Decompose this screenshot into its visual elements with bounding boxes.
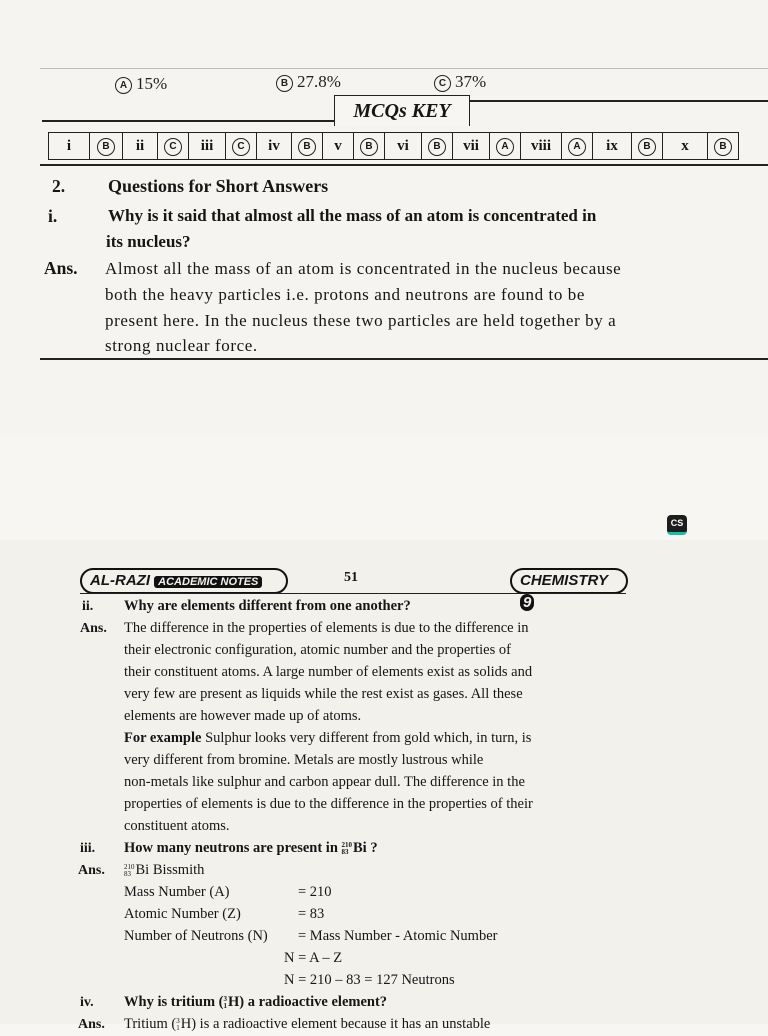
example-label: For example (124, 730, 202, 746)
example-line-5: constituent atoms. (124, 818, 230, 834)
answer-line-3: present here. In the nucleus these two particles are held together by a (105, 311, 617, 330)
q3-text: How many neutrons are present in (124, 840, 342, 856)
answer-line-2: both the heavy particles i.e. protons and neutrons are found to be (105, 285, 586, 304)
calc-label-3: Number of Neutrons (N) (124, 928, 268, 944)
key-a: B (708, 133, 738, 159)
question-line-2: its nucleus? (106, 232, 191, 251)
ans4-text: Tritium (3 1H) is a radioactive element because it has an unstable (124, 1016, 491, 1032)
option-a (115, 74, 167, 94)
key-a: B (90, 133, 123, 159)
key-a: A (490, 133, 521, 159)
q3-symbol: Bi ? (353, 840, 378, 856)
key-q: i (49, 133, 90, 159)
key-a: B (422, 133, 453, 159)
key-a: C (158, 133, 189, 159)
option-c (434, 72, 486, 92)
header-rule (80, 593, 626, 594)
calc-value-3: = Mass Number - Atomic Number (298, 928, 498, 944)
grade-number: 9 (520, 594, 534, 611)
calc-label-1: Mass Number (A) (124, 884, 230, 900)
ans2-label: Ans. (80, 621, 107, 636)
calc-value-1: = 210 (298, 884, 332, 900)
divider-under-key (40, 164, 768, 166)
brand-sub: ACADEMIC NOTES (154, 576, 262, 588)
ans2-line-4: very few are present as liquids while the rest exist as gases. All these (124, 686, 523, 702)
key-q: iii (189, 133, 226, 159)
example-line-2: very different from bromine. Metals are mostly lustrous while (124, 752, 484, 768)
formula-2: N = 210 – 83 = 127 Neutrons (284, 972, 455, 988)
answer-line-1: Almost all the mass of an atom is concentrated in the nucleus because (105, 259, 622, 278)
calc-value-2: = 83 (298, 906, 325, 922)
key-q: v (323, 133, 354, 159)
ans3-label: Ans. (78, 863, 105, 878)
section-title: Questions for Short Answers (108, 176, 329, 196)
option-a-letter: A (115, 77, 132, 94)
option-b-letter: B (276, 75, 293, 92)
key-q: vi (385, 133, 422, 159)
q2-text: Why are elements different from one another? (124, 598, 411, 614)
divider-bottom (40, 358, 768, 360)
section-number: 2. (52, 176, 66, 196)
ans3-symbol-line: 210 83 Bi Bissmith (124, 862, 205, 878)
key-q: iv (257, 133, 292, 159)
ans2-line-3: their constituent atoms. A large number of elements exist as solids and (124, 664, 533, 680)
key-q: ix (593, 133, 632, 159)
option-c-letter: C (434, 75, 451, 92)
ans4-label: Ans. (78, 1017, 105, 1032)
q4-number: iv. (80, 995, 94, 1010)
camscanner-icon: CS (667, 515, 687, 535)
key-a: B (632, 133, 663, 159)
q4-question: Why is tritium (3 1H) a radioactive element? (124, 994, 388, 1010)
mcq-key-title: MCQs KEY (334, 95, 470, 126)
formula-1: N = A – Z (284, 950, 343, 966)
option-b-text: 27.8% (297, 72, 341, 91)
question-number: i. (48, 206, 58, 226)
key-a: C (226, 133, 257, 159)
brand-header (80, 568, 288, 594)
ans2-line-1: The difference in the properties of elements is due to the difference in (124, 620, 529, 636)
question-line-1: Why is it said that almost all the mass of an atom is concentrated in (108, 206, 597, 225)
page-edge-line (40, 68, 768, 69)
mcq-key-table (48, 132, 739, 160)
example-line-1: For example Sulphur looks very different from gold which, in turn, is (124, 730, 532, 746)
divider-right (468, 100, 768, 102)
calc-label-2: Atomic Number (Z) (124, 906, 241, 922)
divider-left (42, 120, 334, 122)
bottom-page (0, 540, 768, 1032)
page-number: 51 (344, 570, 358, 585)
ans2-line-5: elements are however made up of atoms. (124, 708, 362, 724)
q3-question (124, 838, 378, 860)
example-line-4: properties of elements is due to the difference in the properties of their (124, 796, 533, 812)
q3-number: iii. (80, 841, 96, 856)
q2-number: ii. (82, 599, 94, 614)
key-a: A (562, 133, 593, 159)
key-q: vii (453, 133, 490, 159)
example-line-3: non-metals like sulphur and carbon appear dull. The difference in the (124, 774, 525, 790)
top-page (0, 0, 768, 436)
subject-header (510, 568, 628, 611)
key-q: ii (123, 133, 158, 159)
option-c-text: 37% (455, 72, 487, 91)
key-q: viii (521, 133, 562, 159)
answer-label: Ans. (44, 258, 78, 278)
key-a: B (354, 133, 385, 159)
option-b (276, 72, 341, 92)
brand-name: AL-RAZI (90, 572, 150, 589)
q3-isotope-numbers: 210 83 (341, 840, 353, 856)
answer-line-4: strong nuclear force. (105, 336, 258, 355)
ans2-line-2: their electronic configuration, atomic number and the properties of (124, 642, 511, 658)
subject-name: CHEMISTRY (520, 572, 608, 589)
option-a-text: 15% (136, 74, 168, 93)
key-q: x (663, 133, 708, 159)
key-a: B (292, 133, 323, 159)
